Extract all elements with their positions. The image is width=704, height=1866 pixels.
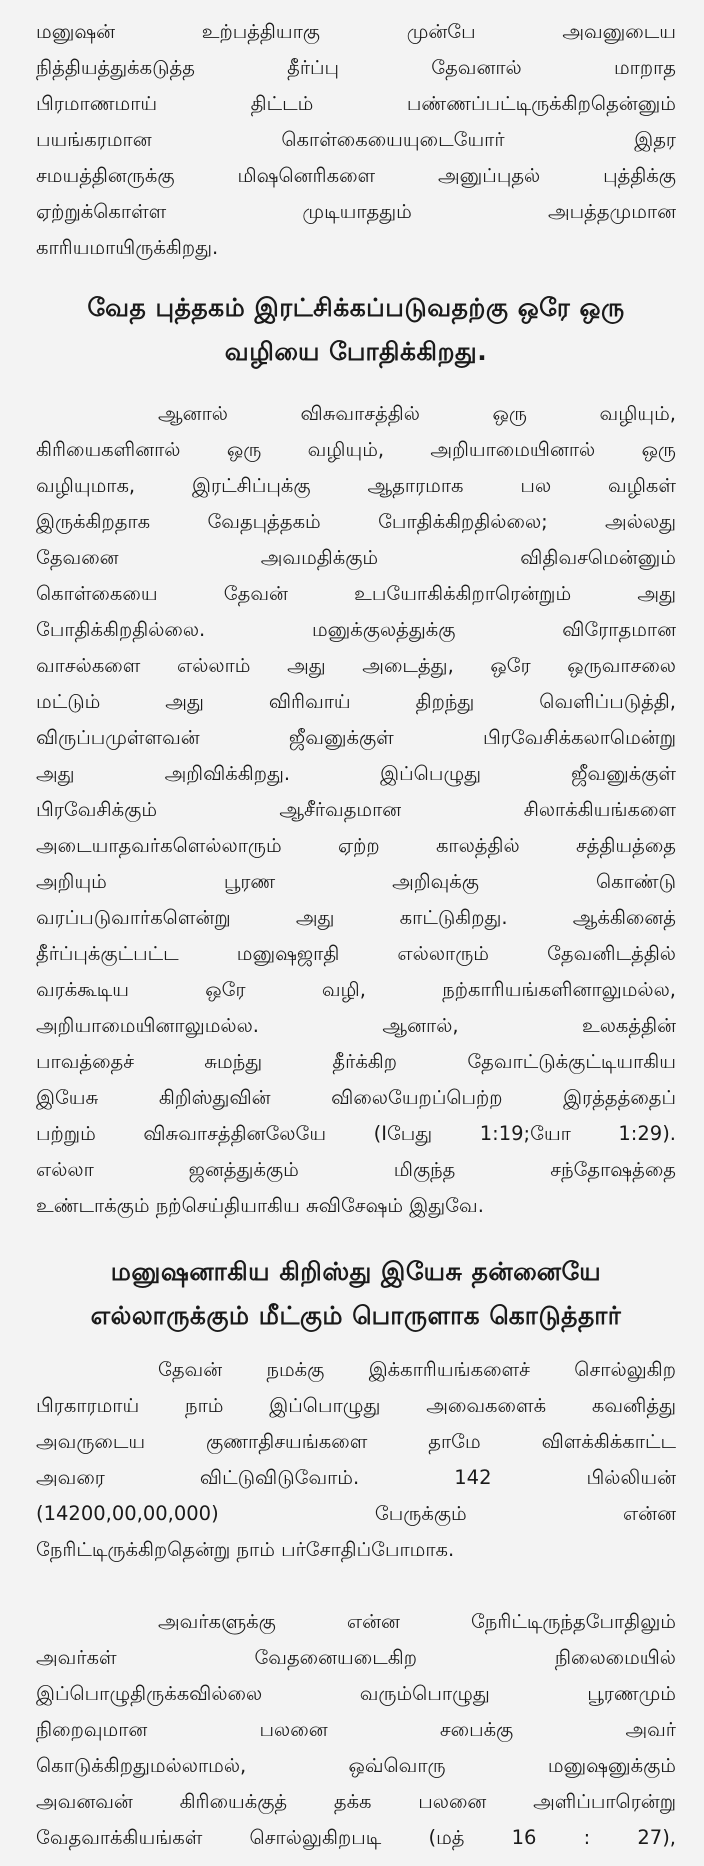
text-line: வரக்கூடிய ஒரே வழி, நற்காரியங்களினாலுமல்ல, <box>36 978 676 1001</box>
text-line: கொடுக்கிறதுமல்லாமல், ஒவ்வொரு மனுஷனுக்கும் <box>36 1754 676 1777</box>
text-line: தேவன் நமக்கு இக்காரியங்களைச் சொல்லுகிற <box>158 1358 676 1381</box>
paragraph-3 <box>36 1352 676 1568</box>
text-line: வேதவாக்கியங்கள் சொல்லுகிறபடி (மத் 16 : 27), <box>36 1826 676 1849</box>
text-line: அவருடைய குணாதிசயங்களை தாமே விளக்கிக்காட்ட <box>36 1430 676 1453</box>
text-line: வரப்படுவார்களென்று அது காட்டுகிறது. ஆக்கினைத் <box>36 906 676 929</box>
text-line: நிறைவுமான பலனை சபைக்கு அவர் <box>36 1718 676 1741</box>
text-line: போதிக்கிறதில்லை. மனுக்குலத்துக்கு விரோதமான <box>36 618 676 641</box>
text-line: பிரகாரமாய் நாம் இப்பொழுது அவைகளைக் கவனித்து <box>36 1394 676 1417</box>
text-line: பிரவேசிக்கும் ஆசீர்வதமான சிலாக்கியங்களை <box>36 798 676 821</box>
text-line: நித்தியத்துக்கடுத்த தீர்ப்பு தேவனால் மாறாத <box>36 56 676 79</box>
text-line: அறியும் பூரண அறிவுக்கு கொண்டு <box>36 870 676 893</box>
text-line: பற்றும் விசுவாசத்தினலேயே (Iபேது 1:19;யோ 1:29). <box>36 1122 676 1145</box>
text-line: நேரிட்டிருக்கிறதென்று நாம் பர்சோதிப்போமாக. <box>36 1538 455 1561</box>
text-line: வாசல்களை எல்லாம் அது அடைத்து, ஒரே ஒருவாசலை <box>36 654 676 677</box>
text-line: ஏற்றுக்கொள்ள முடியாததும் அபத்தமுமான <box>36 200 676 223</box>
heading-line: வழியை போதிக்கிறது. <box>224 337 488 366</box>
text-line: மனுஷன் உற்பத்தியாகு முன்பே அவனுடைய <box>36 20 676 43</box>
text-line: அவனவன் கிரியைக்குத் தக்க பலனை அளிப்பாரென்று <box>36 1790 676 1813</box>
text-line: எல்லா ஜனத்துக்கும் மிகுந்த சந்தோஷத்தை <box>36 1158 676 1181</box>
section-heading-2 <box>36 1250 676 1338</box>
text-line: மட்டும் அது விரிவாய் திறந்து வெளிப்படுத்தி, <box>36 690 676 713</box>
text-line: சமயத்தினருக்கு மிஷனெரிகளை அனுப்புதல் புத்திக்கு <box>36 164 676 187</box>
heading-line: எல்லாருக்கும் மீட்கும் பொருளாக கொடுத்தார் <box>90 1301 622 1330</box>
text-line: பாவத்தைச் சுமந்து தீர்க்கிற தேவாட்டுக்குட்டியாகிய <box>36 1050 676 1073</box>
text-line: இயேசு கிறிஸ்துவின் விலையேறப்பெற்ற இரத்தத்தைப் <box>36 1086 676 1109</box>
text-line: இப்பொழுதிருக்கவில்லை வரும்பொழுது பூரணமும் <box>36 1682 676 1705</box>
text-line: அறியாமையினாலுமல்ல. ஆனால், உலகத்தின் <box>36 1014 676 1037</box>
text-line: விருப்பமுள்ளவன் ஜீவனுக்குள் பிரவேசிக்கலாமென்று <box>36 726 676 749</box>
paragraph-1 <box>36 14 676 266</box>
heading-line: வேத புத்தகம் இரட்சிக்கப்படுவதற்கு ஒரே ஒரு <box>87 293 625 322</box>
text-line: காரியமாயிருக்கிறது. <box>36 236 219 259</box>
paragraph-2 <box>36 396 676 1224</box>
text-line: அடையாதவர்களெல்லாரும் ஏற்ற காலத்தில் சத்தியத்தை <box>36 834 676 857</box>
paragraph-4 <box>36 1604 676 1856</box>
text-line: அவர்களுக்கு என்ன நேரிட்டிருந்தபோதிலும் <box>158 1610 676 1633</box>
text-line: ஆனால் விசுவாசத்தில் ஒரு வழியும், <box>158 402 676 425</box>
text-line: தீர்ப்புக்குட்பட்ட மனுஷஜாதி எல்லாரும் தேவனிடத்தில் <box>36 942 676 965</box>
section-heading-1 <box>36 286 676 374</box>
text-line: வழியுமாக, இரட்சிப்புக்கு ஆதாரமாக பல வழிகள் <box>36 474 676 497</box>
text-line: உண்டாக்கும் நற்செய்தியாகிய சுவிசேஷம் இதுவே. <box>36 1194 484 1217</box>
text-line: அவரை விட்டுவிடுவோம். 142 பில்லியன் <box>36 1466 676 1489</box>
text-line: கொள்கையை தேவன் உபயோகிக்கிறாரென்றும் அது <box>36 582 676 605</box>
text-line: அவர்கள் வேதனையடைகிற நிலைமையில் <box>36 1646 676 1669</box>
text-line: பிரமாணமாய் திட்டம் பண்ணப்பட்டிருக்கிறதென்னும் <box>36 92 676 115</box>
text-line: (14200,00,00,000) பேருக்கும் என்ன <box>36 1502 676 1525</box>
text-line: தேவனை அவமதிக்கும் விதிவசமென்னும் <box>36 546 676 569</box>
heading-line: மனுஷனாகிய கிறிஸ்து இயேசு தன்னையே <box>110 1257 602 1286</box>
text-line: இருக்கிறதாக வேதபுத்தகம் போதிக்கிறதில்லை; அல்லது <box>36 510 676 533</box>
text-line: கிரியைகளினால் ஒரு வழியும், அறியாமையினால் ஒரு <box>36 438 676 461</box>
text-line: அது அறிவிக்கிறது. இப்பெழுது ஜீவனுக்குள் <box>36 762 676 785</box>
text-line: பயங்கரமான கொள்கையையுடையோர் இதர <box>36 128 676 151</box>
